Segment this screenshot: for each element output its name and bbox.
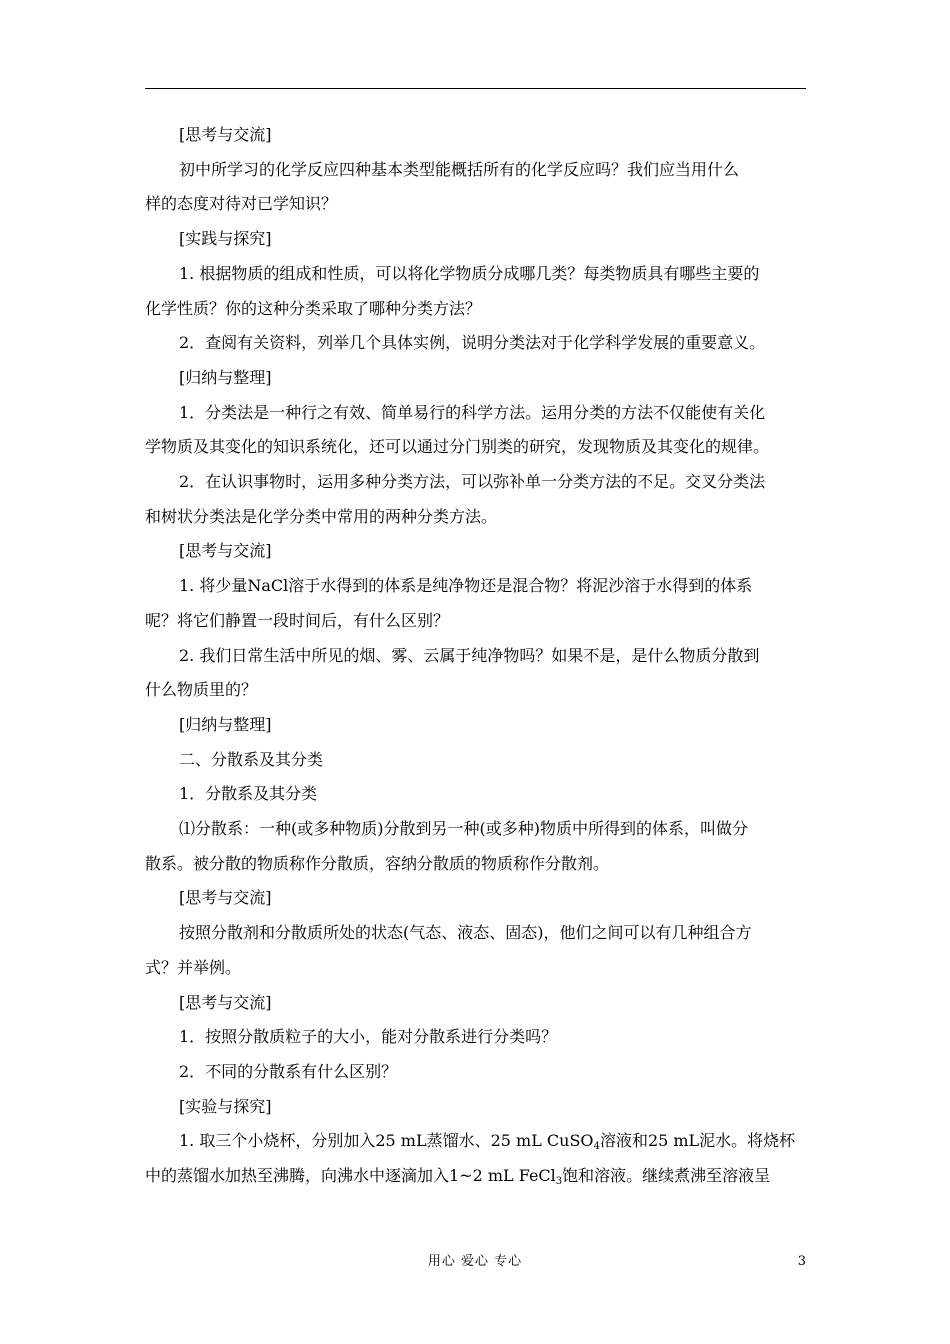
- paragraph-line: 初中所学习的化学反应四种基本类型能概括所有的化学反应吗？我们应当用什么: [179, 159, 740, 179]
- paragraph-line: 2．查阅有关资料，列举几个具体实例，说明分类法对于化学科学发展的重要意义。: [179, 333, 766, 353]
- experiment-line-1-text-b: 溶液和25 mL泥水。将烧杯: [599, 1131, 796, 1151]
- page-footer: [0, 1252, 950, 1272]
- paragraph-line: 什么物质里的？: [145, 680, 258, 700]
- document-body: [145, 118, 806, 1194]
- paragraph-line: 化学性质？你的这种分类采取了哪种分类方法？: [145, 298, 482, 318]
- header-rule: [145, 88, 806, 89]
- paragraph-line: 2. 我们日常生活中所见的烟、雾、云属于纯净物吗？如果不是，是什么物质分散到: [179, 645, 760, 665]
- paragraph-line: ⑴分散系：一种(或多种物质)分散到另一种(或多种)物质中所得到的体系，叫做分: [179, 819, 748, 839]
- paragraph-line: [思考与交流]: [179, 888, 272, 908]
- paragraph-line: 呢？将它们静置一段时间后，有什么区别？: [145, 610, 450, 630]
- experiment-line-2-text-b: 饱和溶液。继续煮沸至溶液呈: [562, 1166, 771, 1186]
- footer-motto: 用心 爱心 专心: [427, 1254, 523, 1269]
- paragraph-line: 散系。被分散的物质称作分散质，容纳分散质的物质称作分散剂。: [145, 853, 610, 873]
- experiment-line-2-text-a: 中的蒸馏水加热至沸腾，向沸水中逐滴加入1~2 mL FeCl: [145, 1166, 556, 1186]
- paragraph-line: [归纳与整理]: [179, 714, 272, 734]
- paragraph-line: [思考与交流]: [179, 125, 272, 144]
- paragraph-line: [思考与交流]: [179, 992, 272, 1012]
- experiment-line-2: [145, 1159, 806, 1194]
- page-number: 3: [797, 1254, 806, 1269]
- paragraph-line: 1．分散系及其分类: [179, 784, 318, 804]
- experiment-line-2-subscript: 3: [555, 1176, 563, 1188]
- paragraph-line: 1. 根据物质的组成和性质，可以将化学物质分成哪几类？每类物质具有哪些主要的: [179, 263, 760, 283]
- paragraph-line: 1．按照分散质粒子的大小，能对分散系进行分类吗？: [179, 1027, 558, 1047]
- paragraph-line: 式？并举例。: [145, 957, 242, 977]
- experiment-line-1: [145, 1124, 806, 1159]
- paragraph-line: 学物质及其变化的知识系统化，还可以通过分门别类的研究，发现物质及其变化的规律。: [145, 437, 770, 457]
- paragraph-line: 1. 将少量NaCl溶于水得到的体系是纯净物还是混合物？将泥沙溶于水得到的体系: [179, 576, 753, 596]
- paragraph-line: [归纳与整理]: [179, 367, 272, 387]
- paragraph-line: [实验与探究]: [179, 1096, 272, 1116]
- paragraph-line: 2．不同的分散系有什么区别？: [179, 1061, 398, 1081]
- paragraph-line: 按照分散剂和分散质所处的状态(气态、液态、固态)，他们之间可以有几种组合方: [179, 923, 752, 943]
- paragraph-line: [思考与交流]: [179, 541, 272, 561]
- paragraph-line: 1．分类法是一种行之有效、简单易行的科学方法。运用分类的方法不仅能使有关化: [179, 402, 766, 422]
- paragraph-line: 2．在认识事物时，运用多种分类方法，可以弥补单一分类方法的不足。交叉分类法: [179, 472, 766, 492]
- paragraph-list: [145, 118, 806, 1124]
- experiment-line-1-subscript: 4: [593, 1141, 600, 1153]
- paragraph-line: 样的态度对待对已学知识？: [145, 194, 338, 214]
- paragraph-line: [实践与探究]: [179, 229, 272, 249]
- experiment-line-1-text-a: 1. 取三个小烧杯，分别加入25 mL蒸馏水、25 mL CuSO: [179, 1131, 594, 1151]
- paragraph-line: 和树状分类法是化学分类中常用的两种分类方法。: [145, 506, 498, 526]
- paragraph-line: 二、分散系及其分类: [179, 749, 324, 769]
